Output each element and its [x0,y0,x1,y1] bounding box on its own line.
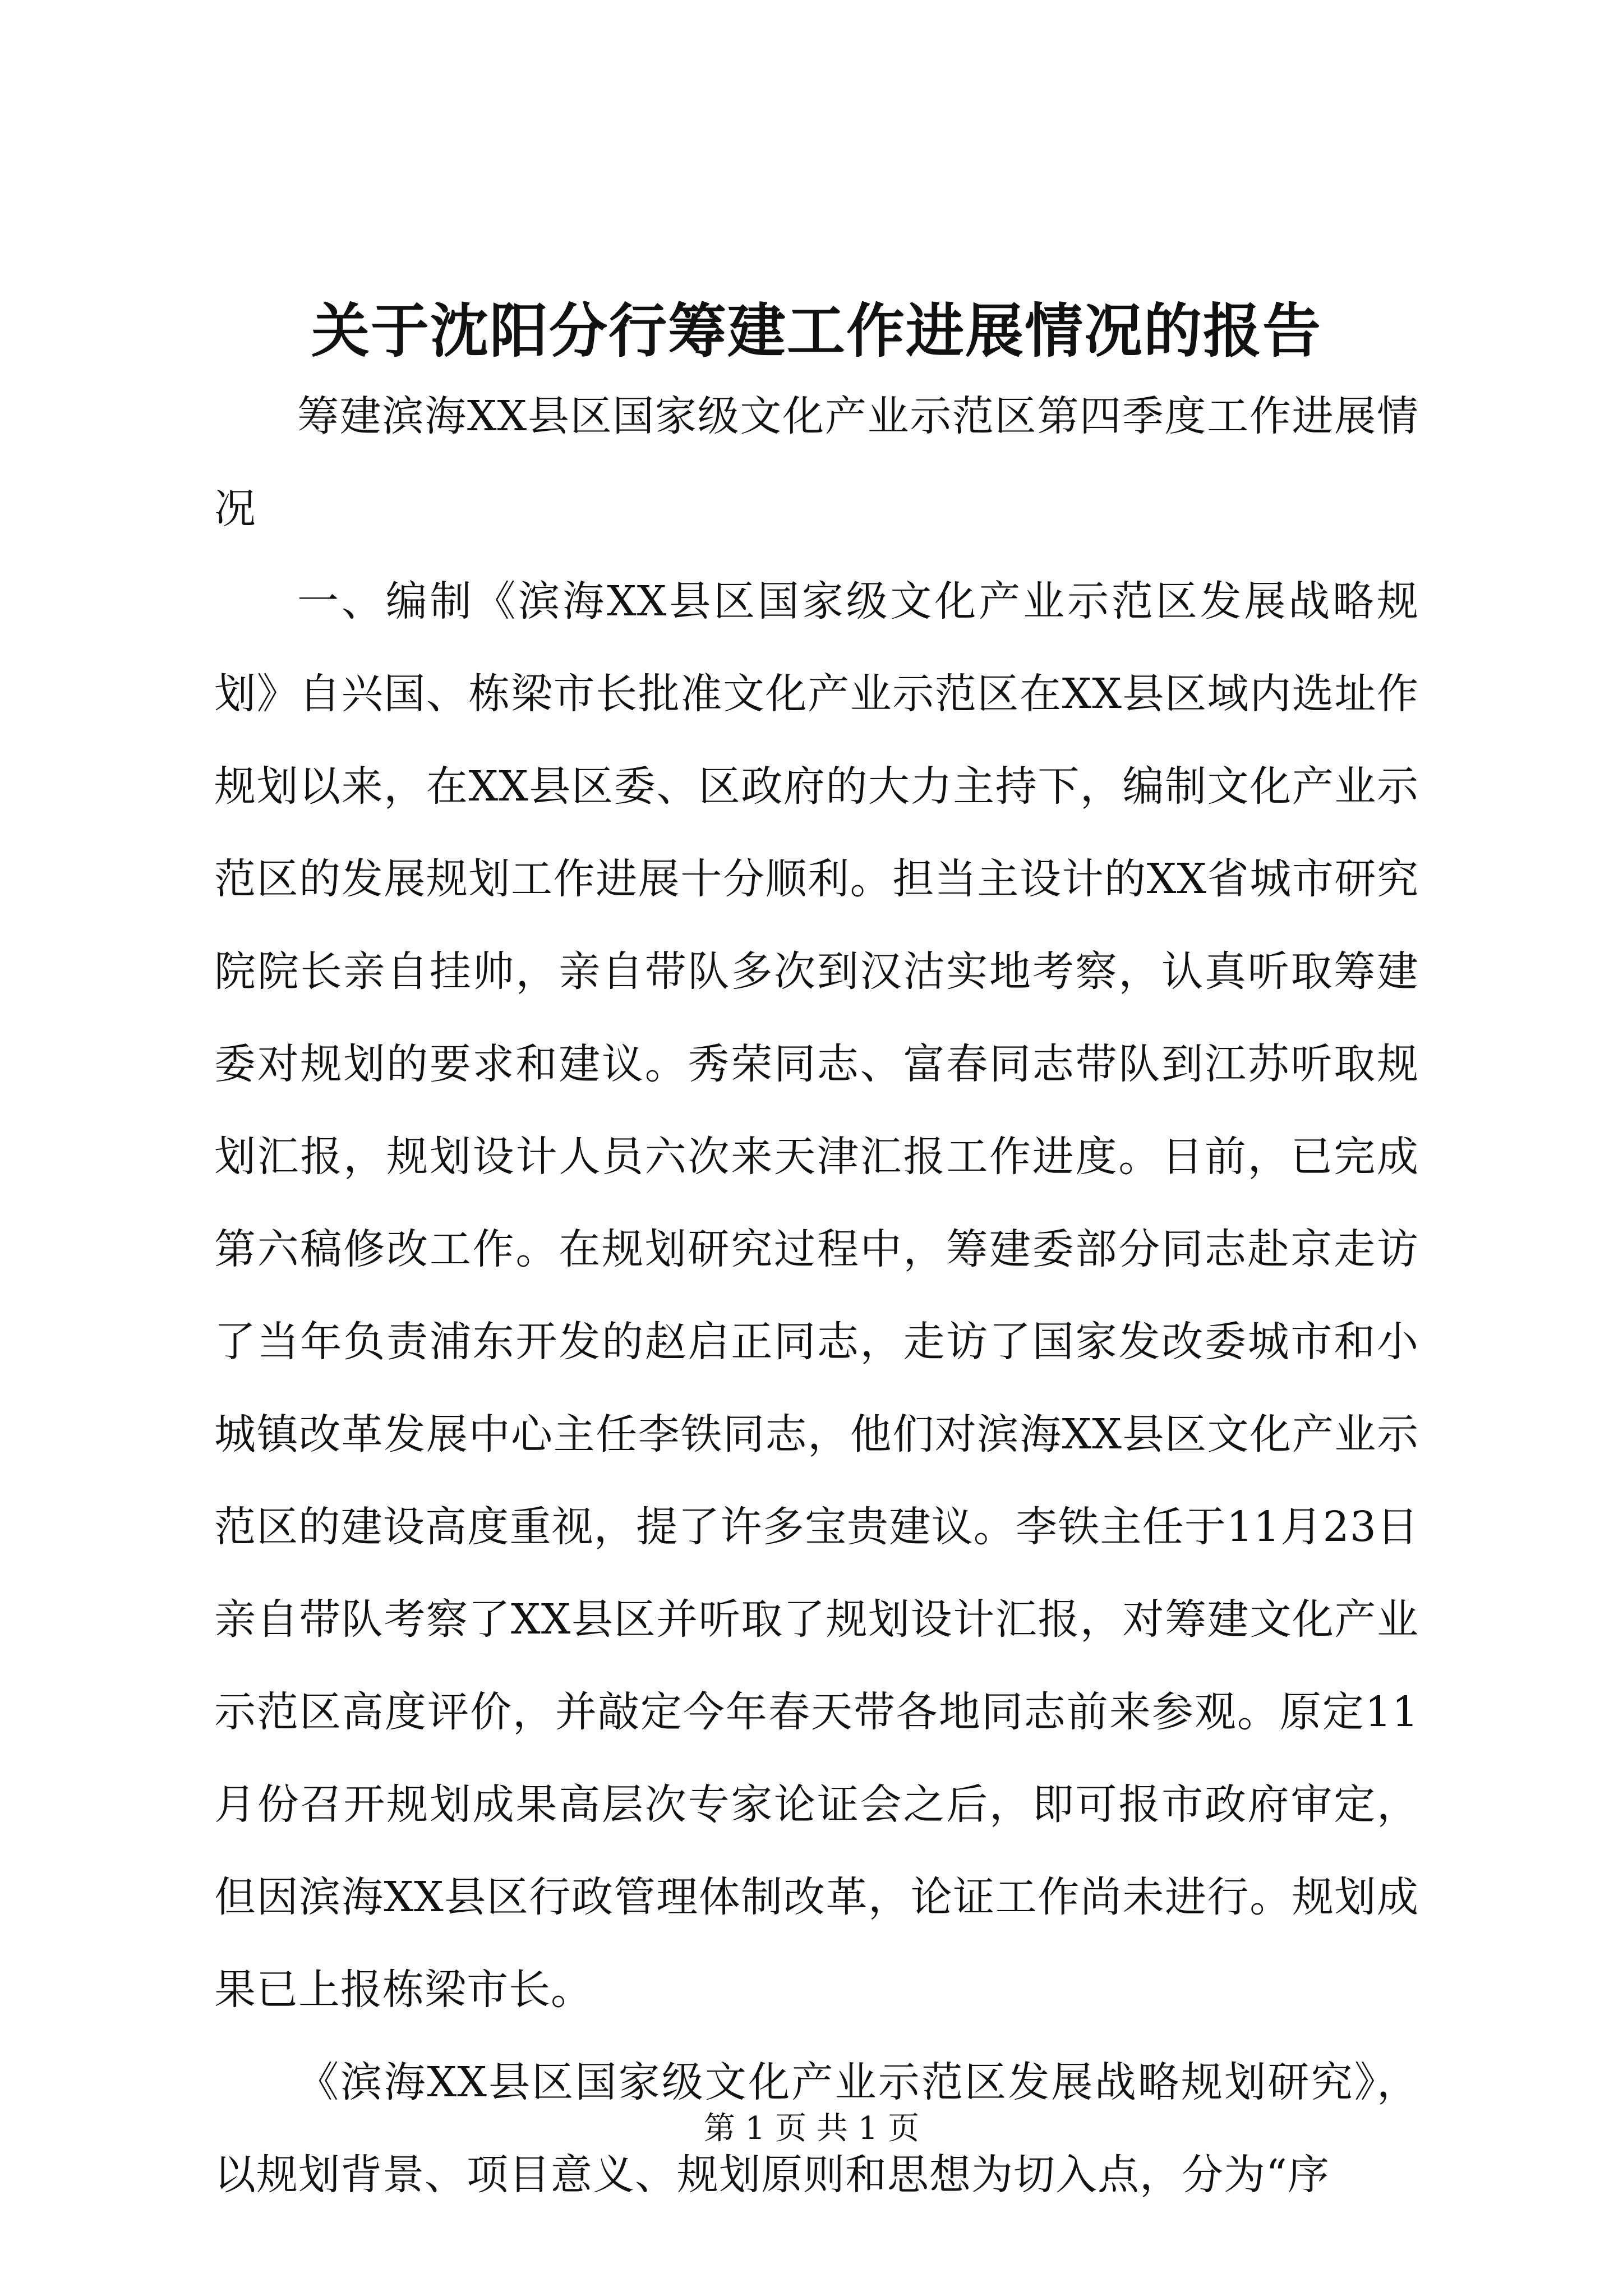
document-body [214,292,1419,2221]
paragraph-section-one: 一、编制《滨海XX县区国家级文化产业示范区发展战略规划》自兴国、栋梁市长批准文化产业示范区在XX县区域内选址作规划以来，在XX县区委、区政府的大力主持下，编制文化产业示范区的发展规划工作进展十分顺利。担当主设计的XX省城市研究院院长亲自挂帅，亲自带队多次到汉沽实地考察，认真听取筹建委对规划的要求和建议。秀荣同志、富春同志带队到江苏听取规划汇报，规划设计人员六次来天津汇报工作进度。日前，已完成第六稿修改工作。在规划研究过程中，筹建委部分同志赴京走访了当年负责浦东开发的赵启正同志，走访了国家发改委城市和小城镇改革发展中心主任李铁同志，他们对滨海XX县区文化产业示范区的建设高度重视，提了许多宝贵建议。李铁主任于11月23日亲自带队考察了XX县区并听取了规划设计汇报，对筹建文化产业示范区高度评价，并敲定今年春天带各地同志前来参观。原定11月份召开规划成果高层次专家论证会之后，即可报市政府审定，但因滨海XX县区行政管理体制改革，论证工作尚未进行。规划成果已上报栋梁市长。 [214,577,1419,2014]
paragraph-subtitle: 筹建滨海XX县区国家级文化产业示范区第四季度工作进展情况 [214,392,1419,533]
paragraph-plan-research: 《滨海XX县区国家级文化产业示范区发展战略规划研究》，以规划背景、项目意义、规划原则和思想为切入点，分为“序 [214,2058,1419,2199]
page-footer: 第 1 页 共 1 页 [703,2110,920,2147]
document-title: 关于沈阳分行筹建工作进展情况的报告 [311,296,1322,365]
